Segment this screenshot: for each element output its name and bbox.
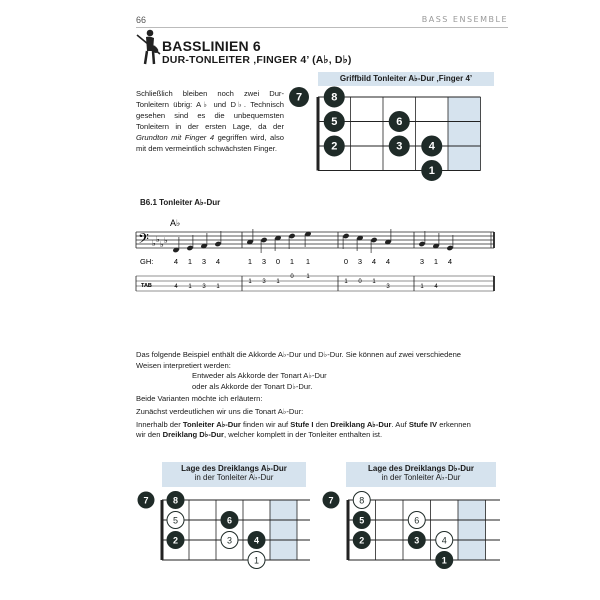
- finger-marker-label: 1: [253, 555, 260, 566]
- intro-italic: Grundton mit Finger 4: [136, 133, 215, 142]
- bass-player-icon: [134, 28, 162, 68]
- key-flat: ♭: [164, 236, 168, 245]
- finger-marker-label: 5: [331, 116, 338, 128]
- finger-marker-label: 1: [441, 555, 447, 566]
- body-line-1: Das folgende Beispiel enthält die Akkorde A♭-Dur und D♭-Dur. Sie können auf zwei verschiedene: [136, 350, 462, 359]
- notation-tab-system: [132, 212, 500, 304]
- fingering-number: 3: [357, 257, 363, 266]
- intro-text-end: gegriffen wird, also mit dem vermeintlich schwächsten Finger.: [136, 133, 284, 153]
- tab-number: 0: [290, 274, 294, 280]
- fretboard-3: [318, 488, 500, 572]
- fretboard-2: [134, 488, 310, 572]
- t: . Auf: [391, 419, 409, 429]
- fretboard-2-header: [162, 462, 306, 487]
- fingering-number: 3: [201, 257, 207, 266]
- tab-number: 3: [262, 279, 266, 285]
- t: Innerhalb der: [136, 419, 183, 429]
- fingering-number: 1: [187, 257, 193, 266]
- t: , welcher komplett in der Tonleiter enthalten ist.: [223, 430, 383, 440]
- fingering-number: 1: [433, 257, 439, 266]
- finger-marker-label: 2: [172, 535, 179, 546]
- tab-number: 3: [202, 284, 206, 290]
- fret-shade: [270, 500, 297, 560]
- fret-number: 7: [328, 495, 334, 506]
- running-head: BASS ENSEMBLE: [421, 15, 508, 24]
- finger-marker-label: 2: [359, 535, 365, 546]
- finger-marker-label: 4: [428, 140, 435, 153]
- t: Stufe I: [290, 419, 314, 429]
- page-title: BASSLINIEN 6: [162, 38, 261, 54]
- t: finden wir auf: [240, 419, 291, 429]
- finger-marker-label: 5: [359, 515, 365, 526]
- header-rule: [136, 27, 508, 28]
- finger-marker-label: 3: [226, 535, 233, 546]
- tab-number: 4: [434, 284, 438, 290]
- key-flat: ♭: [160, 240, 164, 249]
- fretboard-1-header: Griffbild Tonleiter A♭-Dur ‚Finger 4’: [318, 72, 494, 86]
- t: Tonleiter A♭-Dur: [182, 419, 241, 429]
- fingering-number: 1: [289, 257, 295, 266]
- fingering-number: 3: [261, 257, 267, 266]
- t: erkennen: [437, 419, 471, 429]
- fingering-number: 1: [247, 257, 253, 266]
- fingering-number: 3: [419, 257, 425, 266]
- t: Stufe IV: [408, 419, 438, 429]
- t: Dreiklang D♭-Dur: [162, 430, 224, 440]
- finger-marker-label: 6: [414, 515, 420, 526]
- tab-number: 1: [306, 274, 310, 280]
- body-line-3: Beide Varianten möchte ich erläutern:: [136, 394, 263, 404]
- finger-marker-label: 2: [331, 140, 338, 153]
- finger-marker-label: 6: [396, 116, 403, 128]
- finger-marker-label: 5: [172, 515, 179, 526]
- body-indent-1: Entweder als Akkorde der Tonart A♭-Dur: [192, 371, 327, 381]
- fingering-number: 1: [305, 257, 311, 266]
- tab-number: 1: [344, 279, 348, 285]
- tab-number: 3: [386, 284, 390, 290]
- fingering-number: 0: [275, 257, 281, 266]
- gh-label: GH:: [140, 257, 154, 266]
- key-flat: ♭: [156, 235, 160, 244]
- page-subtitle: DUR-TONLEITER ‚FINGER 4’ (A♭, D♭): [162, 54, 352, 66]
- body-line-2: Weisen interpretiert werden:: [136, 360, 231, 370]
- fretboard-3-title: Lage des Dreiklangs D♭-Dur: [367, 464, 475, 473]
- finger-marker-label: 3: [414, 535, 420, 546]
- tab-number: 0: [358, 279, 362, 285]
- finger-marker-label: 4: [441, 535, 447, 546]
- fret-shade: [458, 500, 486, 560]
- fretboard-3-header: [346, 462, 496, 487]
- body-line-6: [136, 430, 502, 441]
- fingering-number: 4: [371, 257, 377, 266]
- tab-number: 4: [174, 284, 178, 290]
- bass-clef: 𝄢: [138, 231, 149, 250]
- fingering-number: 4: [215, 257, 221, 266]
- body-indent-2: oder als Akkorde der Tonart D♭-Dur.: [192, 381, 313, 391]
- finger-marker-label: 8: [172, 495, 179, 506]
- fret-number: 7: [295, 91, 303, 104]
- intro-text: Schließlich bleiben noch zwei Dur-Tonleitern übrig: A♭ und D♭. Technisch gesehen sind es die unbequemsten Tonleitern in der ersten Lage, da der: [136, 89, 284, 131]
- body-line-4: Zunächst verdeutlichen wir uns die Tonart A♭-Dur:: [136, 406, 304, 416]
- t: wir den: [136, 430, 163, 440]
- fingering-number: 4: [173, 257, 179, 266]
- example-label: B6.1 Tonleiter A♭-Dur: [140, 198, 221, 207]
- tab-number: 1: [276, 279, 280, 285]
- fretboard-2-title: Lage des Dreiklangs A♭-Dur: [181, 464, 287, 473]
- t: Dreiklang A♭-Dur: [330, 419, 392, 429]
- fingering-number: 4: [385, 257, 391, 266]
- fret-number: 7: [143, 495, 149, 506]
- fret-shade: [448, 97, 481, 171]
- chord-symbol: A♭: [170, 218, 181, 228]
- finger-marker-label: 3: [396, 140, 403, 153]
- finger-marker-label: 8: [359, 495, 365, 506]
- finger-marker-label: 4: [253, 535, 260, 546]
- tab-label: TAB: [141, 283, 152, 289]
- tab-number: 1: [188, 284, 192, 290]
- fretboard-1: [286, 86, 500, 182]
- finger-marker-label: 8: [331, 91, 338, 104]
- finger-marker-label: 6: [226, 515, 233, 526]
- tab-number: 1: [216, 284, 220, 290]
- fretboard-3-subtitle: in der Tonleiter A♭-Dur: [381, 473, 461, 482]
- fingering-number: 4: [447, 257, 453, 266]
- tab-number: 1: [372, 279, 376, 285]
- body-text: [136, 350, 502, 441]
- body-line-5: [136, 420, 502, 431]
- page-number: 66: [136, 15, 147, 25]
- t: den: [313, 419, 331, 429]
- intro-paragraph: [136, 88, 284, 154]
- tab-number: 1: [248, 279, 252, 285]
- tab-number: 1: [420, 284, 424, 290]
- finger-marker-label: 1: [428, 165, 435, 177]
- key-flat: ♭: [152, 239, 156, 248]
- fretboard-2-subtitle: in der Tonleiter A♭-Dur: [194, 473, 274, 482]
- fingering-number: 0: [343, 257, 349, 266]
